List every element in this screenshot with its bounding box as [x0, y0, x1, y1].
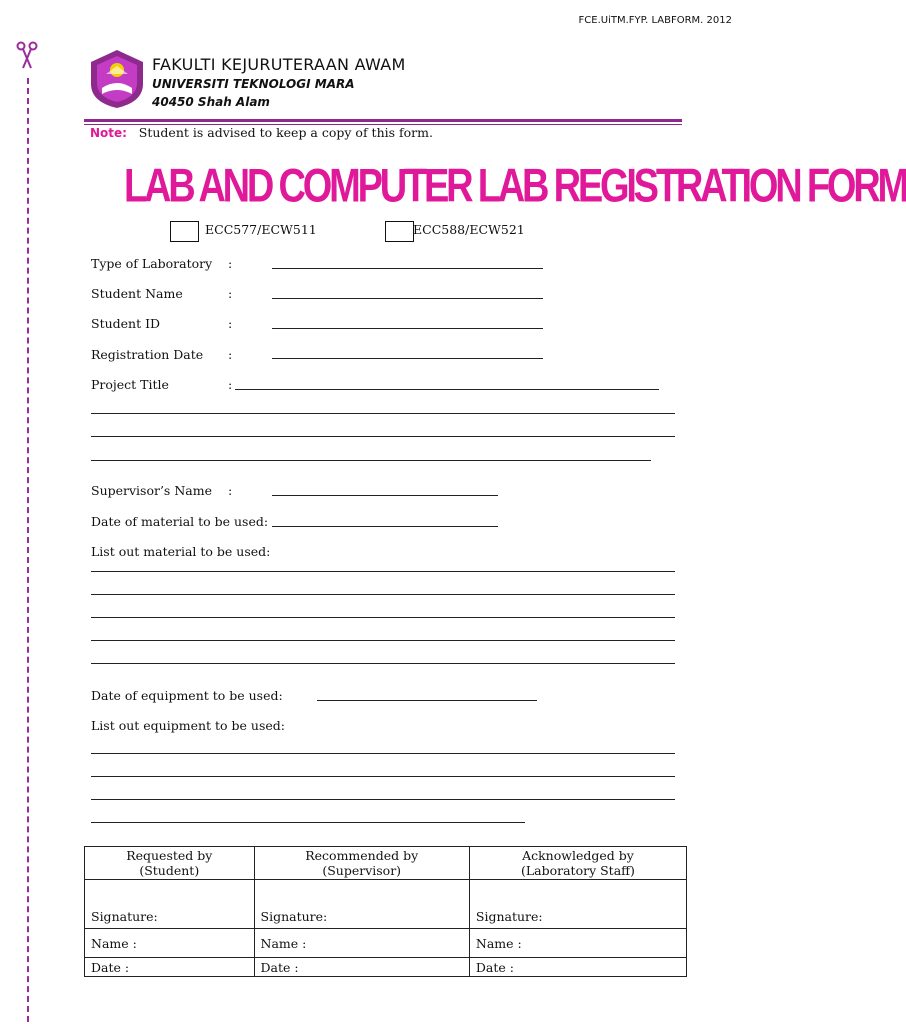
student-name-label: Student Name: [91, 286, 183, 301]
equipment-list-line[interactable]: [91, 753, 675, 754]
registration-date-field[interactable]: [272, 358, 543, 359]
material-list-line[interactable]: [91, 594, 675, 595]
checkbox-ecc588[interactable]: [385, 221, 414, 242]
student-name-cell[interactable]: Name :: [85, 929, 255, 958]
staff-date-cell[interactable]: Date :: [469, 958, 686, 977]
header-line: Recommended by: [305, 848, 419, 863]
colon: :: [228, 286, 233, 301]
project-title-field[interactable]: [235, 389, 659, 390]
project-title-line[interactable]: [91, 460, 651, 461]
supervisor-name-label: Supervisor’s Name: [91, 483, 212, 498]
staff-name-cell[interactable]: Name :: [469, 929, 686, 958]
project-title-label: Project Title: [91, 377, 169, 392]
student-name-field[interactable]: [272, 298, 543, 299]
lab-type-label: Type of Laboratory: [91, 256, 213, 271]
header-line: (Supervisor): [322, 863, 402, 878]
student-id-label: Student ID: [91, 316, 161, 331]
equipment-date-label: Date of equipment to be used:: [91, 688, 283, 703]
header-acknowledged-by: [469, 847, 686, 880]
uitm-logo: [88, 48, 146, 114]
colon: :: [228, 316, 233, 331]
colon: :: [228, 256, 233, 271]
scissors-icon: [16, 40, 38, 76]
header-divider: [84, 119, 682, 122]
material-date-label: Date of material to be used:: [91, 514, 269, 529]
signature-table: [84, 846, 687, 977]
equipment-list-label: List out equipment to be used:: [91, 718, 286, 733]
university-name: UNIVERSITI TEKNOLOGI MARA: [152, 77, 355, 91]
student-id-field[interactable]: [272, 328, 543, 329]
colon: :: [228, 377, 233, 392]
header-recommended-by: [254, 847, 469, 880]
header-line: (Student): [139, 863, 200, 878]
material-list-line[interactable]: [91, 640, 675, 641]
supervisor-name-field[interactable]: [272, 495, 498, 496]
form-title: LAB AND COMPUTER LAB REGISTRATION FORM: [124, 160, 906, 213]
document-code: FCE.UiTM.FYP. LABFORM. 2012: [578, 15, 732, 26]
header-requested-by: [85, 847, 255, 880]
cut-line: [27, 78, 29, 1022]
note-label: Note:: [90, 126, 127, 140]
supervisor-date-cell[interactable]: Date :: [254, 958, 469, 977]
colon: :: [228, 483, 233, 498]
option-label-ecc588: ECC588/ECW521: [413, 222, 525, 237]
project-title-line[interactable]: [91, 413, 675, 414]
equipment-date-field[interactable]: [317, 700, 537, 701]
equipment-list-line[interactable]: [91, 822, 525, 823]
header-line: Requested by: [126, 848, 213, 863]
material-list-line[interactable]: [91, 571, 675, 572]
material-list-label: List out material to be used:: [91, 544, 271, 559]
project-title-line[interactable]: [91, 436, 675, 437]
student-date-cell[interactable]: Date :: [85, 958, 255, 977]
material-list-line[interactable]: [91, 663, 675, 664]
note-text: Student is advised to keep a copy of this form.: [138, 125, 433, 140]
faculty-name: FAKULTI KEJURUTERAAN AWAM: [152, 55, 406, 74]
equipment-list-line[interactable]: [91, 799, 675, 800]
option-label-ecc577: ECC577/ECW511: [205, 222, 317, 237]
supervisor-signature-field[interactable]: Signature:: [254, 880, 469, 929]
header-line: Acknowledged by: [522, 848, 634, 863]
checkbox-ecc577[interactable]: [170, 221, 199, 242]
header-line: (Laboratory Staff): [520, 863, 635, 878]
student-signature-field[interactable]: Signature:: [85, 880, 255, 929]
staff-signature-field[interactable]: Signature:: [469, 880, 686, 929]
supervisor-name-cell[interactable]: Name :: [254, 929, 469, 958]
registration-date-label: Registration Date: [91, 347, 204, 362]
material-date-field[interactable]: [272, 526, 498, 527]
form-title-box: [124, 160, 906, 214]
material-list-line[interactable]: [91, 617, 675, 618]
lab-type-field[interactable]: [272, 268, 543, 269]
note: [90, 125, 433, 140]
address: 40450 Shah Alam: [152, 95, 270, 109]
colon: :: [228, 347, 233, 362]
equipment-list-line[interactable]: [91, 776, 675, 777]
